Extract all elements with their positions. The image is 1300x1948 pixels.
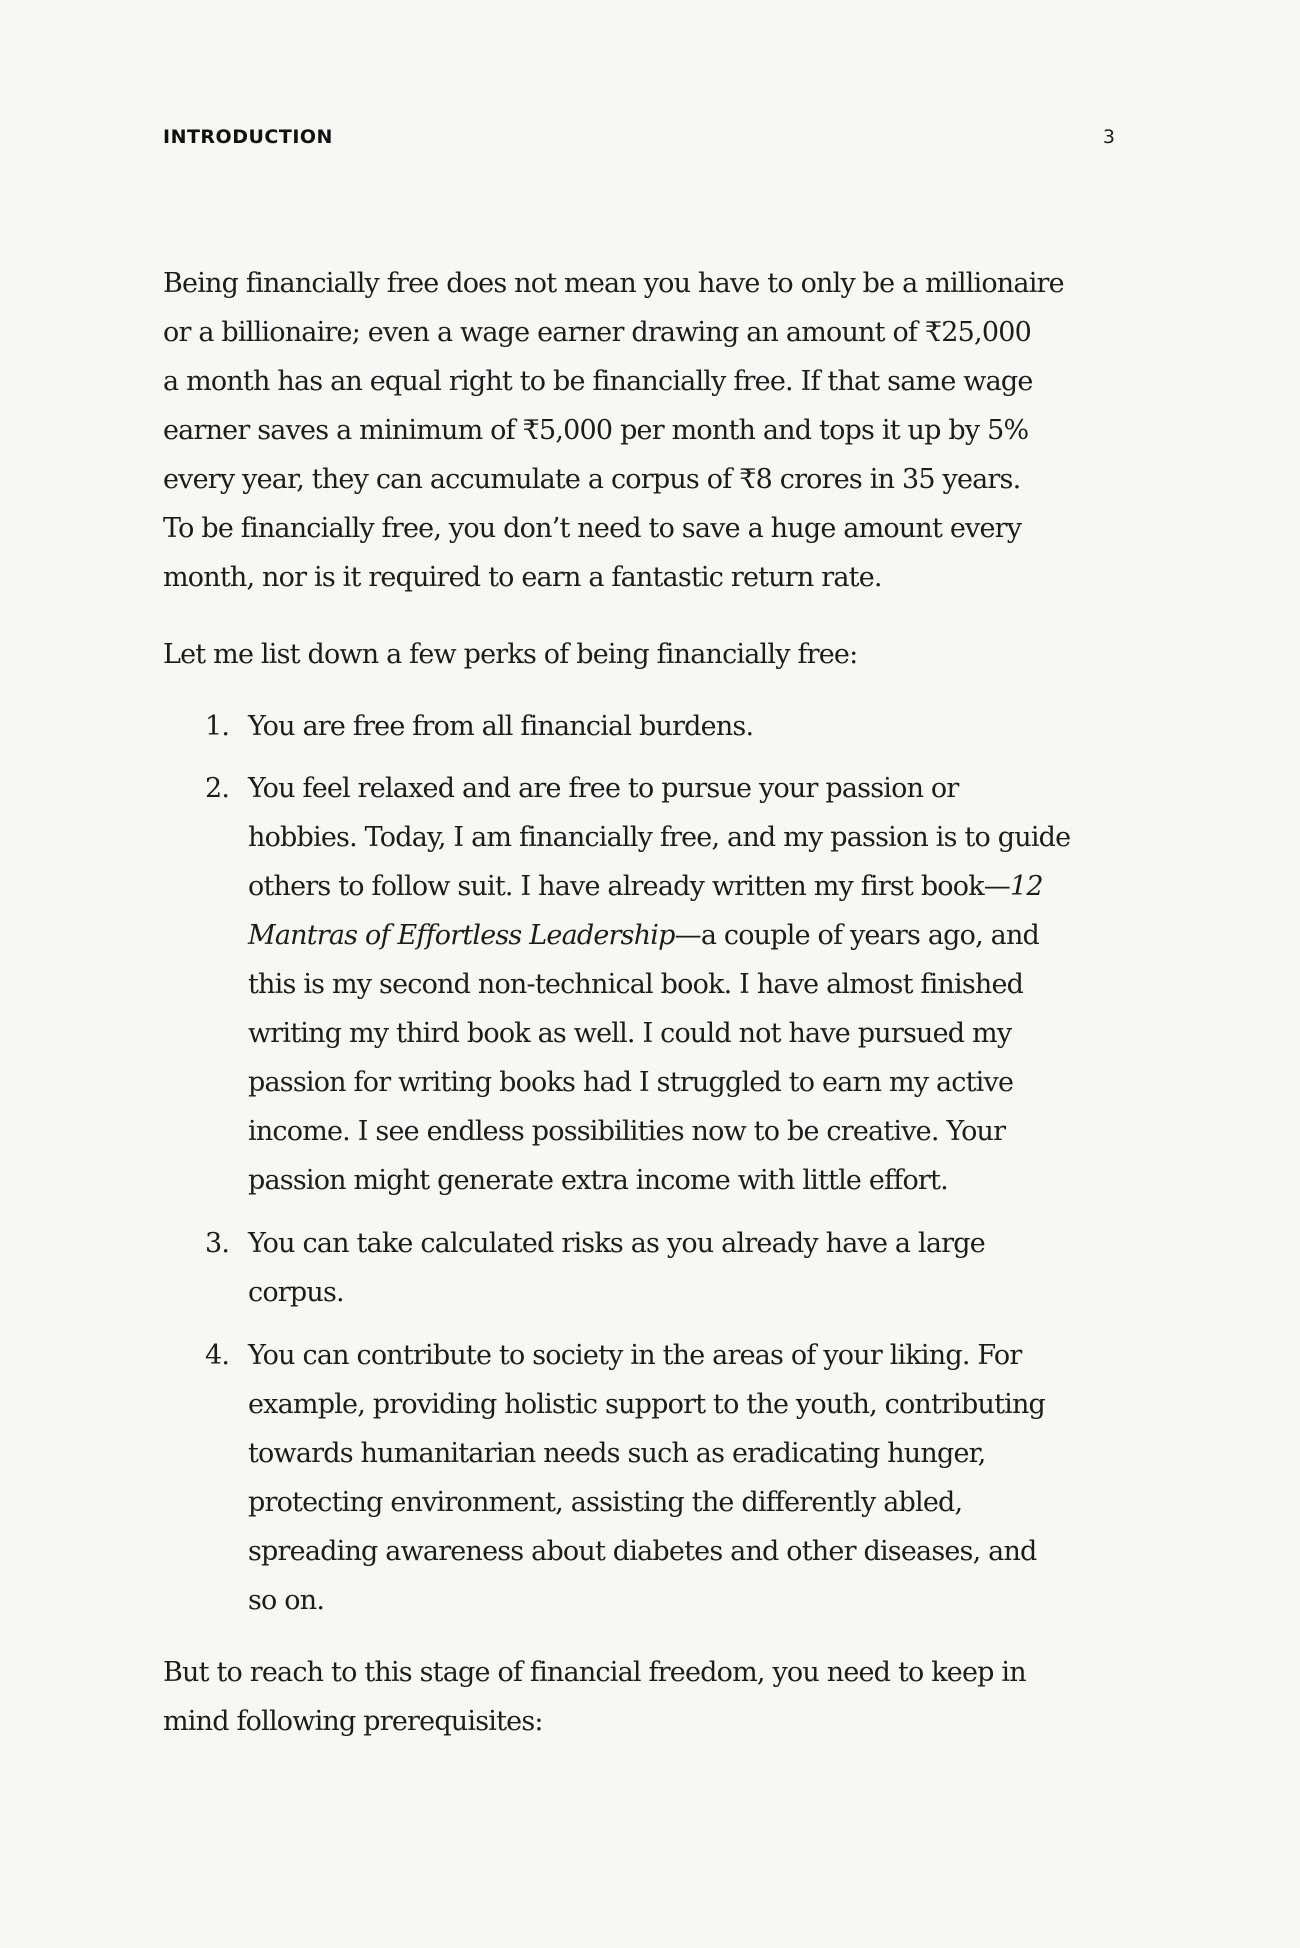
text-line: You can contribute to society in the areas of your liking. For	[248, 1340, 1022, 1371]
paragraph-list-intro	[163, 630, 1123, 679]
text-line: passion might generate extra income with little effort.	[248, 1165, 948, 1196]
text-line: example, providing holistic support to the youth, contributing	[248, 1389, 1046, 1420]
text-line: corpus.	[248, 1277, 344, 1308]
page-header	[163, 126, 1115, 148]
text-line: this is my second non-technical book. I have almost finished	[248, 969, 1024, 1000]
text-line: earner saves a minimum of ₹5,000 per month and tops it up by 5%	[163, 415, 1029, 446]
text-line: Let me list down a few perks of being financially free:	[163, 639, 858, 670]
text-line	[248, 911, 1070, 960]
text-line: hobbies. Today, I am financially free, and my passion is to guide	[248, 822, 1071, 853]
text-line: Being financially free does not mean you have to only be a millionaire	[163, 268, 1064, 299]
list-number: 3.	[205, 1228, 230, 1259]
text-line: towards humanitarian needs such as eradicating hunger,	[248, 1438, 986, 1469]
text-line: so on.	[248, 1585, 325, 1616]
page-number: 3	[1102, 126, 1115, 148]
text-segment: others to follow suit. I have already written my first book—	[248, 871, 1010, 902]
text-line: You are free from all financial burdens.	[248, 711, 754, 742]
text-line: or a billionaire; even a wage earner drawing an amount of ₹25,000	[163, 317, 1031, 348]
text-line: spreading awareness about diabetes and other diseases, and	[248, 1536, 1037, 1567]
list-number: 2.	[205, 773, 230, 804]
text-line: month, nor is it required to earn a fantastic return rate.	[163, 562, 882, 593]
text-segment: —a couple of years ago, and	[674, 920, 1040, 951]
text-line: writing my third book as well. I could not have pursued my	[248, 1018, 1012, 1049]
paragraph-intro	[163, 259, 1123, 602]
text-line: You feel relaxed and are free to pursue your passion or	[248, 773, 959, 804]
text-line: mind following prerequisites:	[163, 1706, 543, 1737]
text-line: You can take calculated risks as you already have a large	[248, 1228, 985, 1259]
text-line	[248, 862, 1070, 911]
text-line: income. I see endless possibilities now to be creative. Your	[248, 1116, 1006, 1147]
text-line: But to reach to this stage of financial freedom, you need to keep in	[163, 1657, 1026, 1688]
text-line: a month has an equal right to be financially free. If that same wage	[163, 366, 1033, 397]
text-line: passion for writing books had I struggled to earn my active	[248, 1067, 1014, 1098]
paragraph-prerequisites	[163, 1648, 1123, 1746]
list-number: 4.	[205, 1340, 230, 1371]
text-line: To be financially free, you don’t need to save a huge amount every	[163, 513, 1022, 544]
text-line: protecting environment, assisting the differently abled,	[248, 1487, 963, 1518]
book-title-fragment: 12	[1009, 871, 1043, 902]
text-line: every year, they can accumulate a corpus of ₹8 crores in 35 years.	[163, 464, 1021, 495]
list-number: 1.	[205, 711, 230, 742]
running-head: INTRODUCTION	[163, 126, 333, 148]
book-title: Mantras of Effortless Leadership	[248, 920, 675, 951]
